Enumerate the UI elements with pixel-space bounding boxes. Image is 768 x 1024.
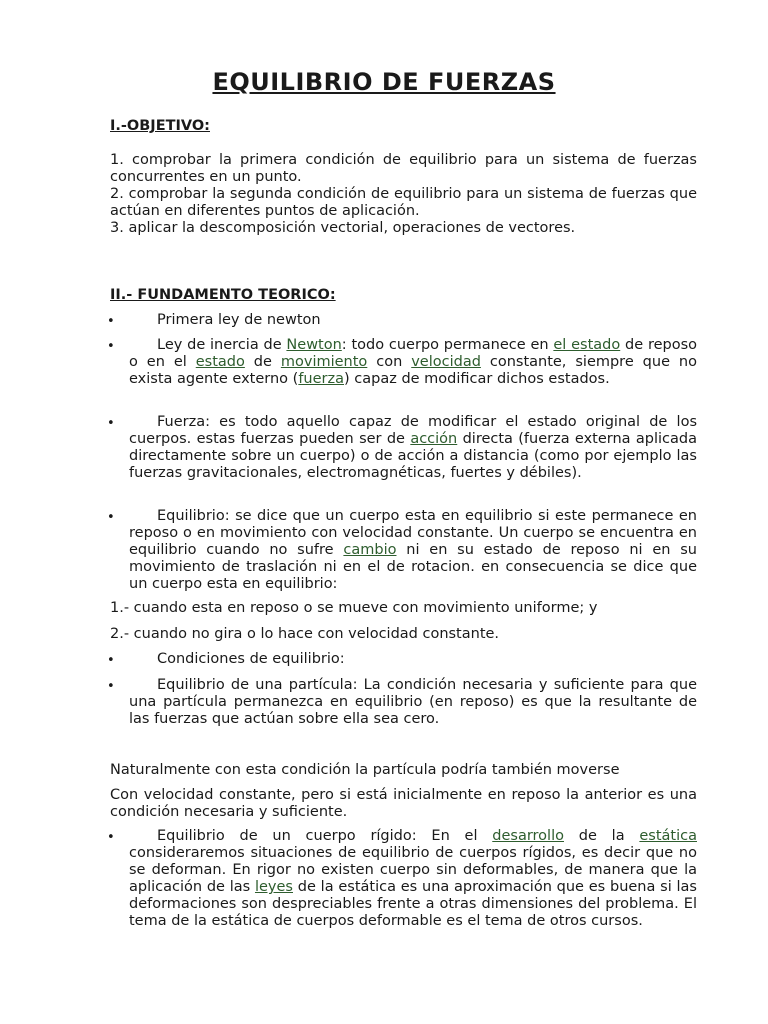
objetivo-item-1: 1. comprobar la primera condición de equilibrio para un sistema de fuerzas concurrentes en un punto. xyxy=(110,152,697,185)
link-desarrollo[interactable]: desarrollo xyxy=(492,828,564,844)
condicion-2: 2.- cuando no gira o lo hace con velocidad constante. xyxy=(110,626,500,642)
bullet-item-fuerza: Fuerza: es todo aquello capaz de modificar el estado original de los cuerpos. estas fuerzas pueden ser de acción directa (fuerza externa aplicada directamente sobre un cuerpo) o de acción a distancia (como por ejemplo las fuerzas gravitacionales, electromagnéticas, fuertes y débiles). xyxy=(129,414,697,481)
link-fuerza[interactable]: fuerza xyxy=(298,371,345,387)
bullet-icon: • xyxy=(107,416,115,431)
section-heading-fundamento: II.- FUNDAMENTO TEORICO: xyxy=(110,287,336,303)
bullet-item-equilibrio: Equilibrio: se dice que un cuerpo esta en equilibrio si este permanece en reposo o en movimiento con velocidad constante. Un cuerpo se encuentra en equilibrio cuando no sufre cambio ni en su estado de reposo ni en su movimiento de traslación ni en el de rotacion. en consecuencia se dice que un cuerpo esta en equilibrio: xyxy=(129,508,697,592)
section-heading-objetivo: I.-OBJETIVO: xyxy=(110,118,210,134)
link-estado[interactable]: estado xyxy=(195,354,245,370)
bullet-icon: • xyxy=(107,339,115,354)
bullet-icon: • xyxy=(107,314,115,329)
link-movimiento[interactable]: movimiento xyxy=(280,354,368,370)
link-accion[interactable]: acción xyxy=(410,431,458,447)
bullet-icon: • xyxy=(107,653,115,668)
objetivo-item-2: 2. comprobar la segunda condición de equilibrio para un sistema de fuerzas que actúan en diferentes puntos de aplicación. xyxy=(110,186,697,219)
link-leyes[interactable]: leyes xyxy=(254,879,293,895)
paragraph-velocidad-constante: Con velocidad constante, pero si está inicialmente en reposo la anterior es una condición necesaria y suficiente. xyxy=(110,787,697,820)
bullet-item-primera-ley: Primera ley de newton xyxy=(157,312,321,328)
link-newton[interactable]: Newton xyxy=(286,337,342,353)
bullet-item-ley-inercia: Ley de inercia de Newton: todo cuerpo permanece en el estado de reposo o en el estado de movimiento con velocidad constante, siempre que no exista agente externo (fuerza) capaz de modificar dichos estados. xyxy=(129,337,698,387)
bullet-item-cuerpo-rigido: Equilibrio de un cuerpo rígido: En el desarrollo de la estática consideraremos situaciones de equilibrio de cuerpos rígidos, es decir que no se deforman. En rigor no existen cuerpo sin deformables, de manera que la aplicación de las leyes de la estática es una aproximación que es buena si las deformaciones son despreciables frente a otras dimensiones del problema. El tema de la estática de cuerpos deformable es el tema de otros cursos. xyxy=(129,828,697,929)
link-cambio[interactable]: cambio xyxy=(343,542,397,558)
paragraph-naturalmente: Naturalmente con esta condición la partícula podría también moverse xyxy=(110,762,620,778)
bullet-icon: • xyxy=(107,679,115,694)
link-velocidad[interactable]: velocidad xyxy=(411,354,481,370)
link-el-estado[interactable]: el estado xyxy=(553,337,621,353)
bullet-icon: • xyxy=(107,830,115,845)
bullet-item-condiciones: Condiciones de equilibrio: xyxy=(157,651,345,667)
bullet-icon: • xyxy=(107,510,115,525)
document-title: EQUILIBRIO DE FUERZAS xyxy=(212,68,556,96)
objetivo-item-3: 3. aplicar la descomposición vectorial, operaciones de vectores. xyxy=(110,220,576,236)
bullet-item-particula: Equilibrio de una partícula: La condición necesaria y suficiente para que una partícula permanezca en equilibrio (en reposo) es que la resultante de las fuerzas que actúan sobre ella sea cero. xyxy=(129,677,697,727)
condicion-1: 1.- cuando esta en reposo o se mueve con movimiento uniforme; y xyxy=(110,600,598,616)
link-estatica[interactable]: estática xyxy=(639,828,697,844)
